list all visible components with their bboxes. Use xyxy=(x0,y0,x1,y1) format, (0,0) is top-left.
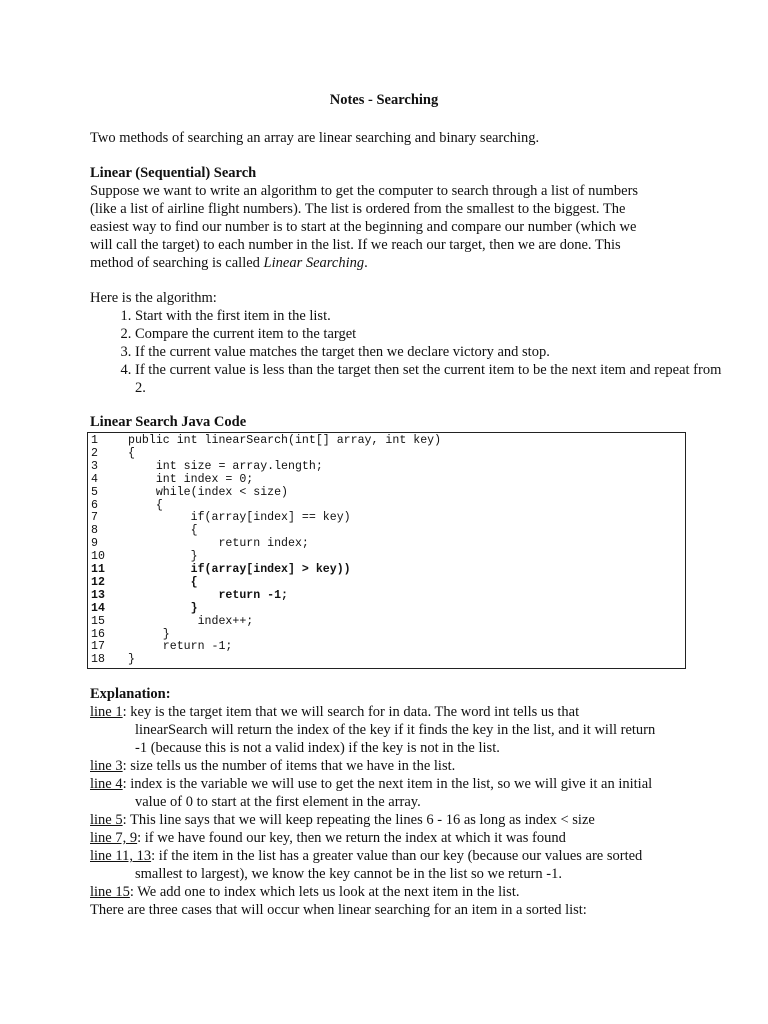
explanation-text: : We add one to index which lets us look at the next item in the list. xyxy=(129,884,520,900)
explanation-item xyxy=(90,703,690,721)
algorithm-step: 4. If the current value is less than the target then set the current item to be the next item and repeat from 2. xyxy=(135,361,735,397)
code-line-number: 4 xyxy=(91,472,98,486)
code-line-text: { xyxy=(128,446,135,460)
explanation-item xyxy=(90,757,690,775)
code-line-number: 18 xyxy=(91,653,105,667)
code-line-text: public int linearSearch(int[] array, int key) xyxy=(128,434,442,447)
code-line-number: 2 xyxy=(91,446,98,460)
linear-searching-term: Linear Searching xyxy=(263,255,365,271)
linear-search-heading: Linear (Sequential) Search xyxy=(90,165,257,181)
explanation-text: : size tells us the number of items that we have in the list. xyxy=(122,758,456,774)
code-heading: Linear Search Java Code xyxy=(90,414,247,430)
explanation-line-label: line 15 xyxy=(90,884,130,900)
code-line-text: int size = array.length; xyxy=(128,459,323,473)
explanation-closing: There are three cases that will occur when linear searching for an item in a sorted list: xyxy=(90,902,587,918)
explanation-continuation: value of 0 to start at the first element in the array. xyxy=(135,794,421,810)
code-line-text: return -1; xyxy=(128,640,233,654)
explanation-heading: Explanation: xyxy=(90,686,171,702)
explanation-item xyxy=(90,829,690,847)
code-line-text: while(index < size) xyxy=(128,485,289,499)
explanation-text: : This line says that we will keep repeating the lines 6 - 16 as long as index < size xyxy=(122,812,595,828)
explanation-line-label: line 7, 9 xyxy=(90,830,138,846)
code-line-number: 17 xyxy=(91,640,105,654)
explanation-text: : if we have found our key, then we return the index at which it was found xyxy=(137,830,566,846)
algorithm-step: 3. If the current value matches the target then we declare victory and stop. xyxy=(135,343,735,361)
explanation-continuation: smallest to largest), we know the key cannot be in the list so we return -1. xyxy=(135,866,562,882)
code-line-text: } xyxy=(128,627,170,641)
code-line-number: 16 xyxy=(91,627,105,641)
code-line-text: return -1; xyxy=(128,588,289,602)
explanation-line-label: line 3 xyxy=(90,758,123,774)
explanation-line-label: line 1 xyxy=(90,704,123,720)
code-line-text: { xyxy=(128,524,198,538)
code-line-number: 13 xyxy=(91,588,105,602)
intro-paragraph: Two methods of searching an array are linear searching and binary searching. xyxy=(90,130,540,146)
code-line-number: 12 xyxy=(91,575,105,589)
algorithm-step: 1. Start with the first item in the list. xyxy=(135,307,735,325)
explanation-item xyxy=(90,847,690,865)
page-title: Notes - Searching xyxy=(329,92,439,108)
code-line-number: 8 xyxy=(91,524,98,538)
code-line-number: 3 xyxy=(91,459,98,473)
explanation-continuation: -1 (because this is not a valid index) if the key is not in the list. xyxy=(135,740,500,756)
explanation-text: : key is the target item that we will search for in data. The word int tells us that xyxy=(122,704,580,720)
code-line-text: index++; xyxy=(128,614,254,628)
code-line-text: int index = 0; xyxy=(128,472,254,486)
code-line-text: { xyxy=(128,575,198,589)
algorithm-intro: Here is the algorithm: xyxy=(90,290,217,306)
paragraph-line: will call the target) to each number in the list. If we reach our target, then we are done. This xyxy=(90,237,621,253)
code-line-text: if(array[index] > key)) xyxy=(128,563,351,576)
paragraph-line: Suppose we want to write an algorithm to get the computer to search through a list of numbers xyxy=(90,183,639,199)
code-line-text: { xyxy=(128,498,163,512)
paragraph-line: easiest way to find our number is to start at the beginning and compare our number (which we xyxy=(90,219,637,235)
explanation-line-label: line 5 xyxy=(90,812,123,828)
explanation-continuation: linearSearch will return the index of the key if it finds the key in the list, and it will return xyxy=(135,722,656,738)
code-line-number: 14 xyxy=(91,601,105,615)
code-line-number: 5 xyxy=(91,485,98,499)
explanation-line-label: line 4 xyxy=(90,776,123,792)
code-block xyxy=(87,432,686,669)
code-line-number: 7 xyxy=(91,511,98,525)
explanation-item xyxy=(90,775,690,793)
algorithm-step: 2. Compare the current item to the target xyxy=(135,325,735,343)
explanation-text: : index is the variable we will use to get the next item in the list, so we will give it an initial xyxy=(122,776,653,792)
paragraph-text: method of searching is called xyxy=(90,255,264,271)
linear-search-paragraph xyxy=(90,182,690,272)
paragraph-line: (like a list of airline flight numbers). The list is ordered from the smallest to the biggest. The xyxy=(90,201,626,217)
algorithm-steps xyxy=(90,307,735,397)
code-line-number: 9 xyxy=(91,537,98,551)
explanation-line-label: line 11, 13 xyxy=(90,848,152,864)
explanation-item xyxy=(90,811,690,829)
code-line-text: return index; xyxy=(128,537,309,551)
code-line-number: 15 xyxy=(91,614,105,628)
explanation-item xyxy=(90,883,690,901)
code-line-text: } xyxy=(128,601,198,615)
code-line-number: 1 xyxy=(91,434,98,447)
code-line-text: } xyxy=(128,653,135,667)
code-line-number: 11 xyxy=(91,563,105,576)
code-line-number: 6 xyxy=(91,498,98,512)
code-line-number: 10 xyxy=(91,550,105,564)
paragraph-text: . xyxy=(364,255,368,271)
code-line-text: } xyxy=(128,550,198,564)
paragraph-line-last xyxy=(90,254,690,272)
explanation-list xyxy=(90,703,690,919)
explanation-text: : if the item in the list has a greater value than our key (because our values are sorted xyxy=(151,848,643,864)
code-line-text: if(array[index] == key) xyxy=(128,511,351,525)
